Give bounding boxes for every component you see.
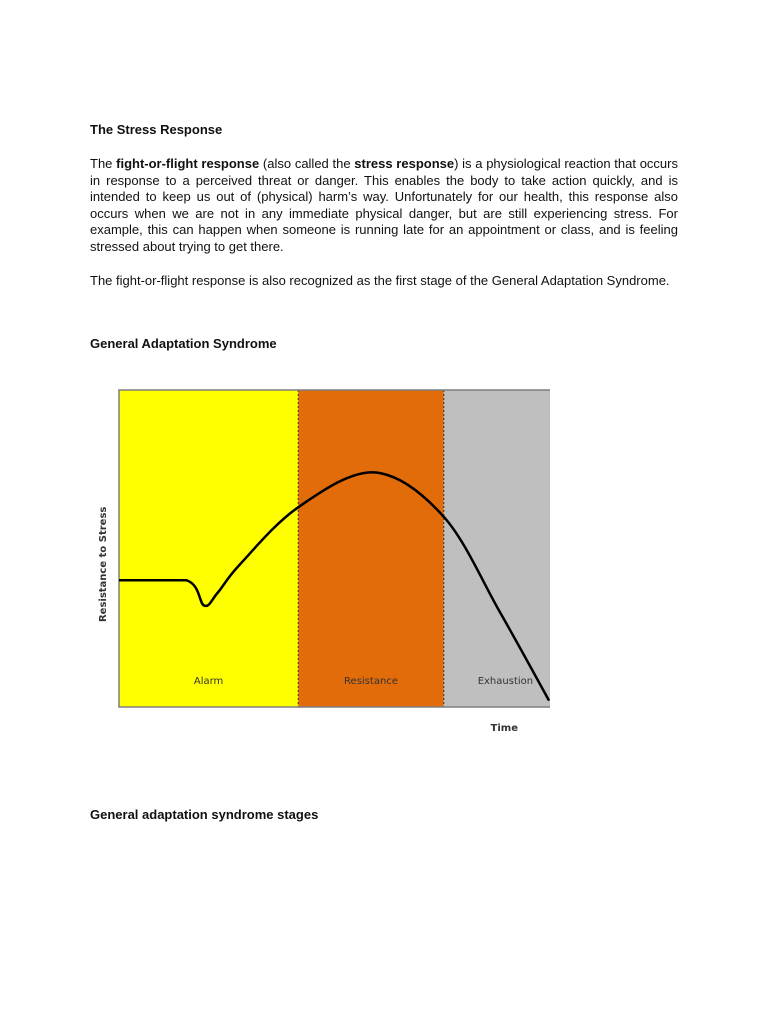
stage-bands (119, 390, 550, 707)
stage-label-resistance: Resistance (344, 676, 398, 687)
section-heading: General Adaptation Syndrome (90, 336, 277, 351)
gas-paragraph: The fight-or-flight response is also recognized as the first stage of the General Adaptation Syndrome. (90, 273, 670, 288)
stage-label-alarm: Alarm (193, 676, 224, 687)
intro-text-3: ) is a physiological reaction that occurs in response to a perceived threat or danger. This enables the body to take action quickly, and is intended to keep us out of (physical) harm’s way. Unfortunately for our health, this response also occurs when we are not in any immediate physical danger, but are still experiencing stress. For example, this can happen when someone is running late for an appointment or class, and is feeling stressed about trying to get there. (90, 156, 678, 254)
stage-band-resistance (298, 390, 444, 707)
intro-text-2: (also called the (259, 156, 355, 171)
y-axis-label: Resistance to Stress (98, 506, 109, 623)
stage-band-exhaustion (444, 390, 550, 707)
stage-band-alarm (119, 390, 298, 707)
page-title: The Stress Response (90, 122, 223, 137)
stage-label-exhaustion: Exhaustion (477, 676, 534, 687)
term-stress-response: stress response (354, 156, 455, 171)
x-axis-label: Time (490, 723, 519, 734)
intro-text-1: The (90, 156, 117, 171)
gas-chart (90, 380, 550, 750)
term-fight-or-flight: fight-or-flight response (116, 156, 260, 171)
stages-heading: General adaptation syndrome stages (90, 807, 319, 822)
intro-paragraph (90, 156, 678, 256)
